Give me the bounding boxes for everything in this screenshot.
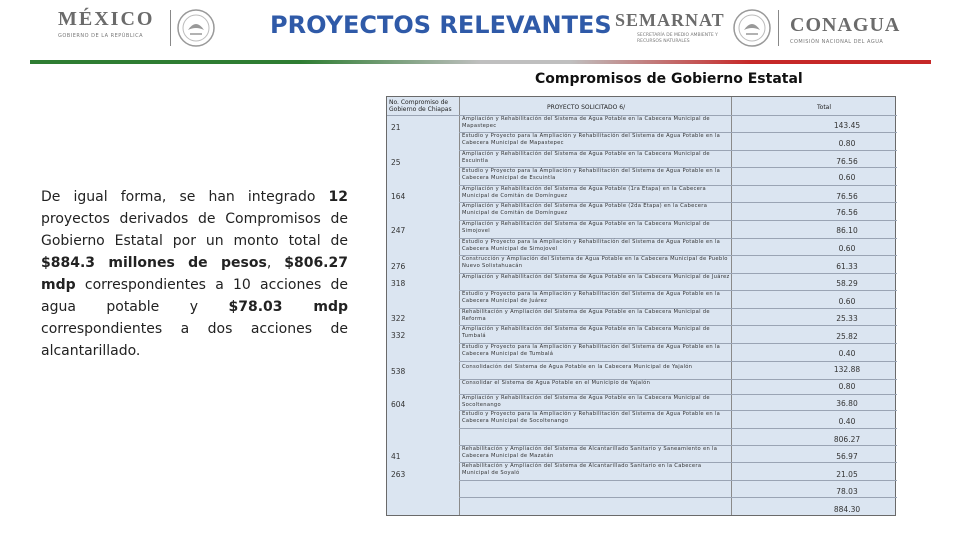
project-total: 884.30	[833, 505, 861, 514]
row-divider	[459, 497, 897, 498]
project-description: Construcción y Ampliación del Sistema de Agua Potable en la Cabecera Municipal de Pueblo Nuevo Solistahuacán	[462, 256, 728, 269]
project-total: 58.29	[836, 279, 858, 288]
project-description: Ampliación y Rehabilitación del Sistema de Agua Potable en la Cabecera Municipal de Juárez	[462, 274, 730, 280]
project-description: Estudio y Proyecto para la Ampliación y Rehabilitación del Sistema de Agua Potable en la Cabecera Municipal de Juárez	[462, 291, 721, 304]
commitment-number: 164	[391, 192, 406, 201]
mexico-logo	[58, 8, 168, 52]
summary-text: De igual forma, se han integrado	[41, 189, 329, 205]
commitment-number: 276	[391, 262, 406, 271]
commitments-table	[386, 96, 896, 516]
column-divider	[459, 97, 460, 515]
project-description: Ampliación y Rehabilitación del Sistema de Agua Potable en la Cabecera Municipal de Escuintla	[462, 151, 710, 164]
semarnat-logo	[615, 10, 725, 45]
row-divider	[459, 480, 897, 481]
mexico-logo-sub: GOBIERNO DE LA REPÚBLICA	[58, 33, 144, 39]
mexico-logo-name: MÉXICO	[58, 8, 155, 30]
summary-water-amount: $806.27 mdp	[41, 255, 348, 293]
project-total: 76.56	[836, 192, 858, 201]
commitment-number: 21	[391, 123, 401, 132]
project-total: 0.80	[838, 139, 856, 148]
project-total: 25.82	[836, 332, 858, 341]
project-total: 0.60	[838, 173, 856, 182]
project-total: 86.10	[836, 226, 858, 235]
semarnat-logo-sub: SECRETARÍA DE MEDIO AMBIENTE Y RECURSOS NATURALES	[637, 33, 718, 44]
commitment-number: 332	[391, 331, 406, 340]
project-total: 0.80	[838, 382, 856, 391]
project-description: Rehabilitación y Ampliación del Sistema de Agua Potable en la Cabecera Municipal de Reforma	[462, 309, 710, 322]
header	[0, 0, 961, 58]
column-divider	[731, 97, 732, 515]
logo-divider	[778, 10, 779, 46]
semarnat-logo-name: SEMARNAT	[615, 10, 725, 30]
project-description: Estudio y Proyecto para la Ampliación y Rehabilitación del Sistema de Agua Potable en la Cabecera Municipal de Socoltenango	[462, 411, 721, 424]
project-total: 61.33	[836, 262, 858, 271]
project-total: 76.56	[836, 208, 858, 217]
summary-total-amount: $884.3 millones de pesos	[41, 255, 267, 271]
project-total: 0.40	[838, 417, 856, 426]
summary-count: 12	[328, 189, 348, 205]
conagua-logo-name: CONAGUA	[790, 14, 901, 36]
logo-divider	[170, 10, 171, 46]
project-total: 143.45	[833, 121, 861, 130]
project-total: 806.27	[833, 435, 861, 444]
summary-text: ,	[266, 255, 285, 271]
project-description: Consolidar el Sistema de Agua Potable en el Municipio de Yajalón	[462, 380, 651, 386]
project-total: 0.40	[838, 349, 856, 358]
summary-paragraph	[41, 186, 348, 362]
project-description: Ampliación y Rehabilitación del Sistema de Agua Potable (2da Etapa) en la Cabecera Municipal de Comitán de Domínguez	[462, 203, 708, 216]
row-divider	[459, 361, 897, 362]
project-description: Ampliación y Rehabilitación del Sistema de Agua Potable en la Cabecera Municipal de Simojovel	[462, 221, 710, 234]
project-description: Estudio y Proyecto para la Ampliación y Rehabilitación del Sistema de Agua Potable en la Cabecera Municipal de Mapastepec	[462, 133, 721, 146]
eagle-seal-icon	[176, 8, 216, 48]
project-description: Ampliación y Rehabilitación del Sistema de Agua Potable en la Cabecera Municipal de Socoltenango	[462, 395, 710, 408]
project-description: Ampliación y Rehabilitación del Sistema de Agua Potable (1ra Etapa) en la Cabecera Municipal de Comitán de Domínguez	[462, 186, 707, 199]
project-total: 0.60	[838, 297, 856, 306]
project-total: 36.80	[836, 399, 858, 408]
summary-text: correspondientes a 10 acciones de agua potable y	[41, 277, 348, 315]
project-total: 25.33	[836, 314, 858, 323]
project-description: Estudio y Proyecto para la Ampliación y Rehabilitación del Sistema de Agua Potable en la Cabecera Municipal de Simojovel	[462, 239, 721, 252]
project-total: 132.88	[833, 365, 861, 374]
header-total: Total	[817, 104, 832, 111]
section-subtitle: Compromisos de Gobierno Estatal	[535, 71, 803, 87]
commitment-number: 263	[391, 470, 406, 479]
header-commitment-no: No. Compromiso de Gobierno de Chiapas	[389, 99, 452, 113]
commitment-number: 318	[391, 279, 406, 288]
project-description: Ampliación y Rehabilitación del Sistema de Agua Potable en la Cabecera Municipal de Mapastepec	[462, 116, 710, 129]
conagua-logo	[790, 14, 910, 45]
commitment-number: 247	[391, 226, 406, 235]
commitment-number: 604	[391, 400, 406, 409]
row-divider	[459, 428, 897, 429]
summary-text: correspondientes a dos acciones de alcantarillado.	[41, 321, 348, 359]
project-description: Rehabilitación y Ampliación del Sistema de Alcantarillado Sanitario y Saneamiento en la Cabecera Municipal de Mazatán	[462, 446, 718, 459]
commitment-number: 41	[391, 452, 401, 461]
project-total: 76.56	[836, 157, 858, 166]
project-description: Rehabilitación y Ampliación del Sistema de Alcantarillado Sanitario en la Cabecera Municipal de Soyaló	[462, 463, 702, 476]
summary-sewer-amount: $78.03 mdp	[228, 299, 348, 315]
commitment-number: 25	[391, 158, 401, 167]
project-description: Estudio y Proyecto para la Ampliación y Rehabilitación del Sistema de Agua Potable en la Cabecera Municipal de Tumbalá	[462, 344, 721, 357]
commitment-number: 322	[391, 314, 406, 323]
project-total: 21.05	[836, 470, 858, 479]
project-total: 0.60	[838, 244, 856, 253]
project-description: Estudio y Proyecto para la Ampliación y Rehabilitación del Sistema de Agua Potable en la Cabecera Municipal de Escuintla	[462, 168, 721, 181]
header-project: PROYECTO SOLICITADO 6/	[547, 104, 626, 111]
conagua-logo-sub: COMISIÓN NACIONAL DEL AGUA	[790, 39, 884, 45]
project-total: 56.97	[836, 452, 858, 461]
project-description: Consolidación del Sistema de Agua Potable en la Cabecera Municipal de Yajalón	[462, 364, 693, 370]
tricolor-stripe	[30, 60, 931, 64]
eagle-seal-icon	[732, 8, 772, 48]
summary-text: proyectos derivados de Compromisos de Gobierno Estatal por un monto total de	[41, 211, 348, 249]
project-total: 78.03	[836, 487, 858, 496]
project-description: Ampliación y Rehabilitación del Sistema de Agua Potable en la Cabecera Municipal de Tumbalá	[462, 326, 710, 339]
page-title: PROYECTOS RELEVANTES	[270, 11, 612, 39]
commitment-number: 538	[391, 367, 406, 376]
